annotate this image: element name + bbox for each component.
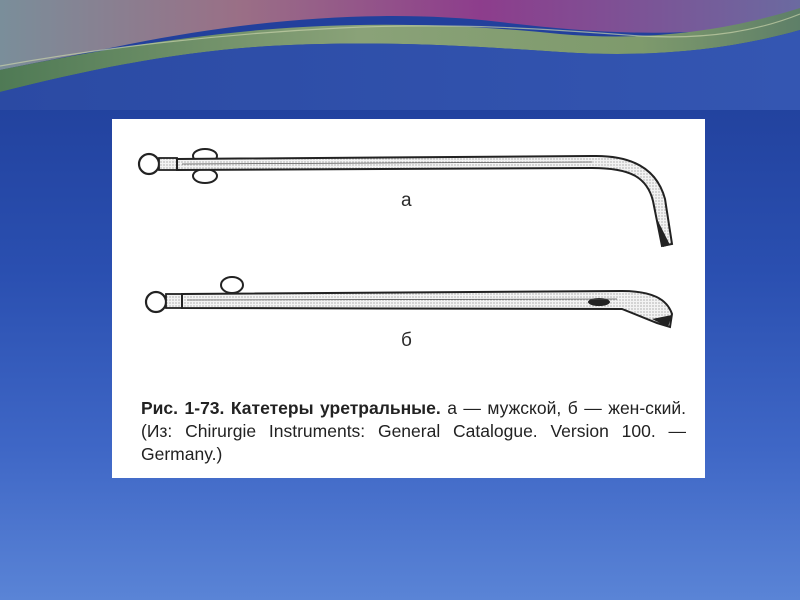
label-a: а (401, 190, 412, 211)
header-wave-decoration (0, 0, 800, 110)
catheter-b-drawing (146, 277, 672, 327)
figure-panel (112, 119, 705, 478)
caption-title: Рис. 1-73. Катетеры уретральные. (141, 398, 441, 418)
figure-caption (141, 397, 686, 466)
label-b: б (401, 330, 412, 351)
caption-text: а — мужской, б — жен-ский. (Из: Chirurgie Instruments: General Catalogue. Version 100. — Germany.) (141, 398, 686, 464)
